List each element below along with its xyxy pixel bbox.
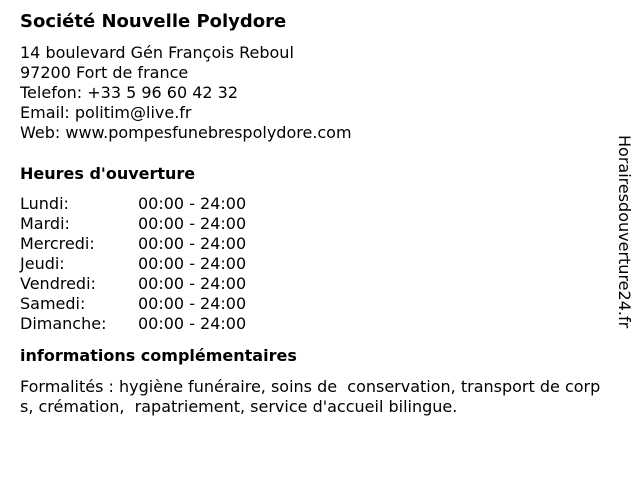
hours-row-saturday: [20, 294, 612, 314]
company-name: Société Nouvelle Polydore: [20, 11, 287, 32]
email-line[interactable]: Email: politim@live.fr: [20, 103, 192, 122]
additional-info-text: Formalités : hygiène funéraire, soins de conservation, transport de corps, crémation, rapatriement, service d'accueil bilingue.: [20, 377, 601, 416]
hours-time: 00:00 - 24:00: [138, 254, 247, 273]
hours-time: 00:00 - 24:00: [138, 294, 247, 313]
hours-day-label: Jeudi:: [20, 254, 65, 273]
opening-hours-list: [20, 194, 612, 334]
hours-time: 00:00 - 24:00: [138, 194, 247, 213]
address-street: 14 boulevard Gén François Reboul: [20, 43, 294, 62]
address-city: 97200 Fort de france: [20, 63, 189, 82]
hours-day-label: Samedi:: [20, 294, 86, 313]
web-line[interactable]: Web: www.pompesfunebrespolydore.com: [20, 123, 352, 142]
hours-day-label: Vendredi:: [20, 274, 96, 293]
hours-row-thursday: [20, 254, 612, 274]
hours-time: 00:00 - 24:00: [138, 314, 247, 333]
hours-day-label: Dimanche:: [20, 314, 107, 333]
hours-row-friday: [20, 274, 612, 294]
hours-day-label: Lundi:: [20, 194, 69, 213]
hours-row-tuesday: [20, 214, 612, 234]
hours-time: 00:00 - 24:00: [138, 274, 247, 293]
opening-hours-heading: Heures d'ouverture: [20, 164, 196, 183]
listing-card: [20, 10, 612, 417]
hours-time: 00:00 - 24:00: [138, 234, 247, 253]
phone-line[interactable]: Telefon: +33 5 96 60 42 32: [20, 83, 239, 102]
hours-row-sunday: [20, 314, 612, 334]
hours-row-wednesday: [20, 234, 612, 254]
hours-time: 00:00 - 24:00: [138, 214, 247, 233]
hours-day-label: Mercredi:: [20, 234, 95, 253]
site-watermark: Horairesdouverture24.fr: [615, 135, 634, 329]
additional-info-heading: informations complémentaires: [20, 346, 297, 365]
hours-row-monday: [20, 194, 612, 214]
hours-day-label: Mardi:: [20, 214, 70, 233]
